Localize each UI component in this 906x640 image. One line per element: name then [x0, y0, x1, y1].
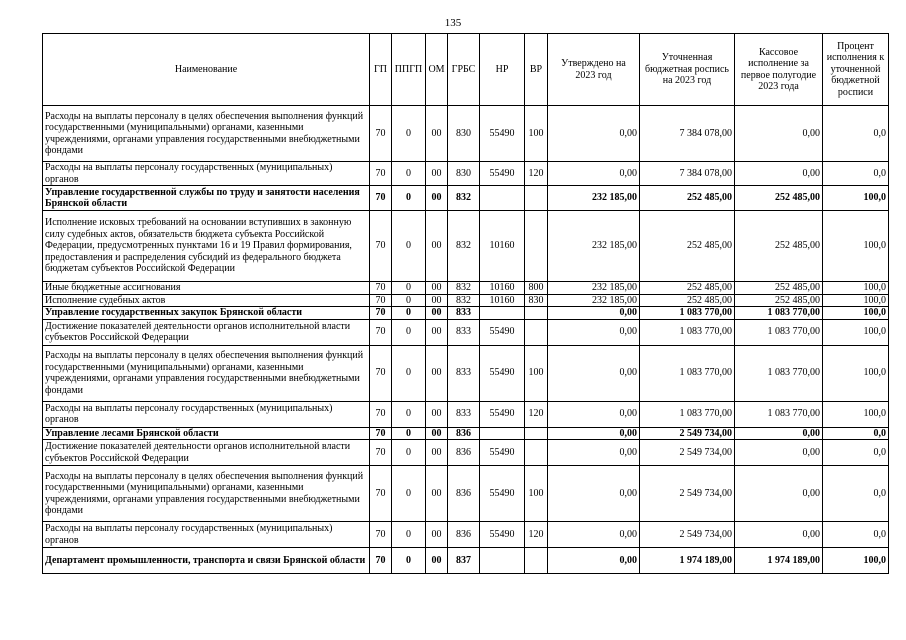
cell-om: 00 — [426, 401, 448, 427]
cell-grbs: 837 — [448, 548, 480, 574]
cell-gp: 70 — [370, 440, 392, 466]
cell-gp: 70 — [370, 186, 392, 211]
table-row — [43, 401, 889, 427]
cell-refined: 2 549 734,00 — [640, 440, 735, 466]
cell-cash: 0,00 — [735, 162, 823, 186]
cell-vr: 100 — [525, 466, 548, 522]
cell-om: 00 — [426, 106, 448, 162]
header-percent: Процент исполнения к уточненной бюджетной росписи — [823, 34, 889, 106]
cell-vr: 800 — [525, 282, 548, 295]
cell-grbs: 830 — [448, 162, 480, 186]
cell-gp: 70 — [370, 106, 392, 162]
cell-approved: 0,00 — [548, 522, 640, 548]
cell-ppgp: 0 — [392, 440, 426, 466]
cell-grbs: 832 — [448, 282, 480, 295]
cell-cash: 252 485,00 — [735, 294, 823, 307]
cell-om: 00 — [426, 522, 448, 548]
cell-refined: 1 083 770,00 — [640, 345, 735, 401]
cell-approved: 232 185,00 — [548, 294, 640, 307]
cell-cash: 1 083 770,00 — [735, 345, 823, 401]
cell-approved: 0,00 — [548, 548, 640, 574]
cell-approved: 0,00 — [548, 319, 640, 345]
cell-approved: 0,00 — [548, 401, 640, 427]
header-cash: Кассовое исполнение за первое полугодие 2023 года — [735, 34, 823, 106]
cell-grbs: 833 — [448, 319, 480, 345]
cell-approved: 0,00 — [548, 345, 640, 401]
table-row — [43, 345, 889, 401]
cell-grbs: 836 — [448, 440, 480, 466]
cell-approved: 232 185,00 — [548, 211, 640, 282]
cell-gp: 70 — [370, 401, 392, 427]
cell-vr: 120 — [525, 162, 548, 186]
cell-ppgp: 0 — [392, 186, 426, 211]
budget-table — [42, 33, 889, 574]
cell-nr — [480, 427, 525, 440]
cell-om: 00 — [426, 211, 448, 282]
table-row — [43, 186, 889, 211]
cell-ppgp: 0 — [392, 345, 426, 401]
cell-name: Департамент промышленности, транспорта и связи Брянской области — [43, 548, 370, 574]
table-row — [43, 162, 889, 186]
cell-om: 00 — [426, 294, 448, 307]
cell-name: Расходы на выплаты персоналу государственных (муниципальных) органов — [43, 162, 370, 186]
cell-vr: 120 — [525, 401, 548, 427]
cell-grbs: 836 — [448, 427, 480, 440]
cell-cash: 0,00 — [735, 440, 823, 466]
cell-grbs: 836 — [448, 522, 480, 548]
header-vr: ВР — [525, 34, 548, 106]
table-row — [43, 427, 889, 440]
table-row — [43, 319, 889, 345]
cell-om: 00 — [426, 548, 448, 574]
cell-percent: 100,0 — [823, 345, 889, 401]
cell-approved: 232 185,00 — [548, 186, 640, 211]
cell-gp: 70 — [370, 319, 392, 345]
table-row — [43, 466, 889, 522]
cell-refined: 2 549 734,00 — [640, 427, 735, 440]
table-row — [43, 106, 889, 162]
cell-nr — [480, 186, 525, 211]
cell-percent: 0,0 — [823, 106, 889, 162]
cell-name: Расходы на выплаты персоналу в целях обеспечения выполнения функций государственными (муниципальными) органами, казенными учреждениями, органами управления государственными внебюджетными фондами — [43, 106, 370, 162]
cell-nr: 10160 — [480, 282, 525, 295]
cell-gp: 70 — [370, 294, 392, 307]
header-refined: Уточненная бюджетная роспись на 2023 год — [640, 34, 735, 106]
cell-nr: 55490 — [480, 466, 525, 522]
cell-grbs: 832 — [448, 186, 480, 211]
cell-ppgp: 0 — [392, 307, 426, 320]
cell-percent: 100,0 — [823, 294, 889, 307]
cell-grbs: 833 — [448, 345, 480, 401]
cell-approved: 0,00 — [548, 427, 640, 440]
cell-cash: 1 974 189,00 — [735, 548, 823, 574]
cell-cash: 1 083 770,00 — [735, 307, 823, 320]
cell-approved: 0,00 — [548, 440, 640, 466]
table-row — [43, 548, 889, 574]
cell-percent: 100,0 — [823, 307, 889, 320]
cell-percent: 100,0 — [823, 186, 889, 211]
cell-approved: 0,00 — [548, 162, 640, 186]
cell-gp: 70 — [370, 211, 392, 282]
cell-refined: 7 384 078,00 — [640, 106, 735, 162]
cell-percent: 0,0 — [823, 440, 889, 466]
cell-vr — [525, 427, 548, 440]
cell-percent: 100,0 — [823, 211, 889, 282]
cell-name: Управление государственной службы по труду и занятости населения Брянской области — [43, 186, 370, 211]
cell-refined: 1 083 770,00 — [640, 307, 735, 320]
cell-percent: 0,0 — [823, 522, 889, 548]
cell-om: 00 — [426, 440, 448, 466]
cell-percent: 100,0 — [823, 401, 889, 427]
cell-refined: 1 083 770,00 — [640, 401, 735, 427]
cell-ppgp: 0 — [392, 522, 426, 548]
cell-nr — [480, 548, 525, 574]
cell-ppgp: 0 — [392, 162, 426, 186]
cell-name: Достижение показателей деятельности органов исполнительной власти субъектов Российской Федерации — [43, 440, 370, 466]
cell-ppgp: 0 — [392, 427, 426, 440]
cell-vr — [525, 440, 548, 466]
cell-name: Исполнение судебных актов — [43, 294, 370, 307]
cell-nr: 55490 — [480, 440, 525, 466]
page-number: 135 — [444, 17, 462, 29]
cell-vr — [525, 307, 548, 320]
cell-vr — [525, 548, 548, 574]
cell-nr: 55490 — [480, 162, 525, 186]
cell-om: 00 — [426, 345, 448, 401]
cell-ppgp: 0 — [392, 319, 426, 345]
cell-nr: 55490 — [480, 522, 525, 548]
cell-ppgp: 0 — [392, 548, 426, 574]
cell-vr — [525, 186, 548, 211]
cell-vr: 100 — [525, 106, 548, 162]
cell-percent: 0,0 — [823, 466, 889, 522]
table-row — [43, 211, 889, 282]
cell-name: Расходы на выплаты персоналу в целях обеспечения выполнения функций государственными (муниципальными) органами, казенными учреждениями, органами управления государственными внебюджетными фондами — [43, 466, 370, 522]
table-row — [43, 294, 889, 307]
cell-percent: 100,0 — [823, 319, 889, 345]
header-name: Наименование — [43, 34, 370, 106]
cell-nr: 55490 — [480, 319, 525, 345]
cell-name: Исполнение исковых требований на основании вступивших в законную силу судебных актов, обязательств бюджета субъекта Российской Федерации, предусмотренных пунктами 16 и 19 Правил формирования, предоставления и распределения субсидий из федерального бюджета бюджетам субъектов Российской Федерации — [43, 211, 370, 282]
cell-cash: 1 083 770,00 — [735, 319, 823, 345]
cell-refined: 252 485,00 — [640, 294, 735, 307]
cell-vr — [525, 211, 548, 282]
cell-grbs: 836 — [448, 466, 480, 522]
cell-ppgp: 0 — [392, 282, 426, 295]
cell-refined: 7 384 078,00 — [640, 162, 735, 186]
cell-nr: 55490 — [480, 345, 525, 401]
cell-refined: 2 549 734,00 — [640, 522, 735, 548]
cell-nr: 55490 — [480, 106, 525, 162]
cell-gp: 70 — [370, 282, 392, 295]
cell-om: 00 — [426, 319, 448, 345]
cell-refined: 1 974 189,00 — [640, 548, 735, 574]
cell-refined: 1 083 770,00 — [640, 319, 735, 345]
cell-name: Управление государственных закупок Брянской области — [43, 307, 370, 320]
cell-name: Достижение показателей деятельности органов исполнительной власти субъектов Российской Федерации — [43, 319, 370, 345]
cell-om: 00 — [426, 466, 448, 522]
cell-om: 00 — [426, 162, 448, 186]
cell-name: Управление лесами Брянской области — [43, 427, 370, 440]
cell-cash: 0,00 — [735, 466, 823, 522]
cell-cash: 252 485,00 — [735, 186, 823, 211]
cell-gp: 70 — [370, 548, 392, 574]
cell-gp: 70 — [370, 162, 392, 186]
cell-cash: 252 485,00 — [735, 211, 823, 282]
cell-percent: 100,0 — [823, 282, 889, 295]
cell-grbs: 832 — [448, 211, 480, 282]
cell-approved: 0,00 — [548, 307, 640, 320]
table-row — [43, 307, 889, 320]
cell-gp: 70 — [370, 427, 392, 440]
cell-gp: 70 — [370, 522, 392, 548]
cell-gp: 70 — [370, 345, 392, 401]
table-row — [43, 522, 889, 548]
cell-vr: 100 — [525, 345, 548, 401]
cell-name: Расходы на выплаты персоналу государственных (муниципальных) органов — [43, 522, 370, 548]
cell-om: 00 — [426, 427, 448, 440]
table-row — [43, 440, 889, 466]
cell-ppgp: 0 — [392, 466, 426, 522]
cell-percent: 0,0 — [823, 427, 889, 440]
cell-cash: 0,00 — [735, 427, 823, 440]
cell-nr: 10160 — [480, 211, 525, 282]
header-nr: НР — [480, 34, 525, 106]
table-row — [43, 282, 889, 295]
cell-ppgp: 0 — [392, 211, 426, 282]
cell-name: Расходы на выплаты персоналу в целях обеспечения выполнения функций государственными (муниципальными) органами, казенными учреждениями, органами управления государственными внебюджетными фондами — [43, 345, 370, 401]
cell-gp: 70 — [370, 307, 392, 320]
cell-ppgp: 0 — [392, 401, 426, 427]
table-header-row — [43, 34, 889, 106]
header-om: ОМ — [426, 34, 448, 106]
header-approved: Утверждено на 2023 год — [548, 34, 640, 106]
cell-vr: 120 — [525, 522, 548, 548]
cell-refined: 252 485,00 — [640, 211, 735, 282]
header-grbs: ГРБС — [448, 34, 480, 106]
cell-grbs: 832 — [448, 294, 480, 307]
cell-percent: 0,0 — [823, 162, 889, 186]
cell-vr: 830 — [525, 294, 548, 307]
cell-grbs: 830 — [448, 106, 480, 162]
header-ppgp: ППГП — [392, 34, 426, 106]
cell-om: 00 — [426, 282, 448, 295]
cell-gp: 70 — [370, 466, 392, 522]
header-gp: ГП — [370, 34, 392, 106]
cell-cash: 252 485,00 — [735, 282, 823, 295]
cell-grbs: 833 — [448, 401, 480, 427]
cell-name: Иные бюджетные ассигнования — [43, 282, 370, 295]
cell-approved: 0,00 — [548, 466, 640, 522]
cell-refined: 2 549 734,00 — [640, 466, 735, 522]
cell-om: 00 — [426, 307, 448, 320]
cell-vr — [525, 319, 548, 345]
cell-cash: 0,00 — [735, 106, 823, 162]
cell-nr — [480, 307, 525, 320]
cell-grbs: 833 — [448, 307, 480, 320]
cell-om: 00 — [426, 186, 448, 211]
cell-cash: 1 083 770,00 — [735, 401, 823, 427]
cell-name: Расходы на выплаты персоналу государственных (муниципальных) органов — [43, 401, 370, 427]
cell-ppgp: 0 — [392, 294, 426, 307]
cell-nr: 55490 — [480, 401, 525, 427]
cell-percent: 100,0 — [823, 548, 889, 574]
cell-approved: 232 185,00 — [548, 282, 640, 295]
cell-refined: 252 485,00 — [640, 186, 735, 211]
cell-ppgp: 0 — [392, 106, 426, 162]
cell-nr: 10160 — [480, 294, 525, 307]
cell-approved: 0,00 — [548, 106, 640, 162]
cell-cash: 0,00 — [735, 522, 823, 548]
cell-refined: 252 485,00 — [640, 282, 735, 295]
